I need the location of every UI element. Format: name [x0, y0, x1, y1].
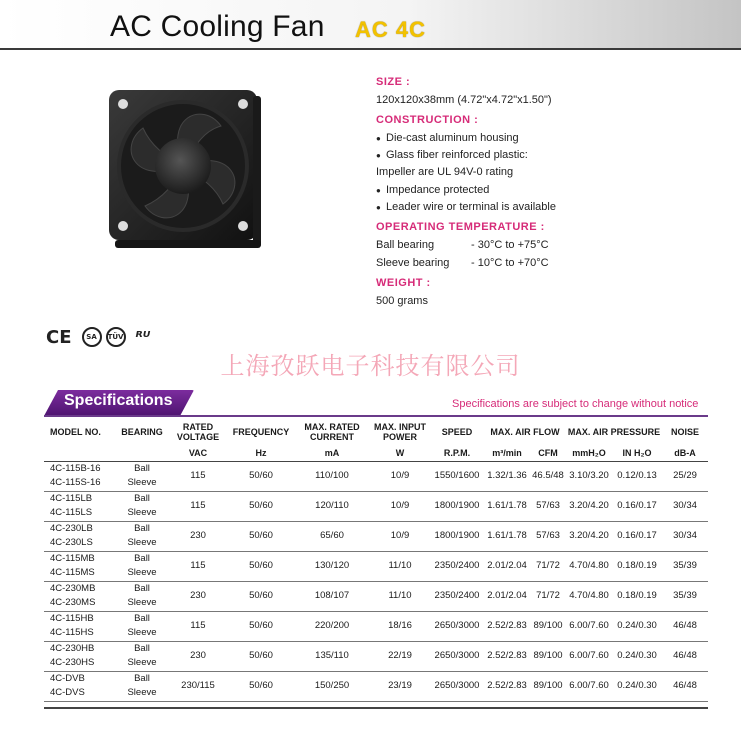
bearing-type: Ball [134, 583, 150, 594]
cell-power: 23/19 [388, 680, 412, 691]
unit-pressure-in: IN H₂O [612, 446, 662, 461]
model-number: 4C-115MS [50, 567, 95, 578]
col-frequency: FREQUENCY [232, 427, 290, 437]
cell-voltage: 115 [190, 470, 206, 481]
cell-voltage: 230 [190, 590, 206, 601]
unit-pressure-mm: mmH₂O [566, 446, 612, 461]
cell-voltage: 230/115 [181, 680, 215, 691]
cell-power: 22/19 [388, 650, 412, 661]
bearing-type: Sleeve [127, 507, 157, 518]
col-voltage: RATED VOLTAGE [176, 422, 220, 442]
unit-noise: dB-A [662, 446, 708, 461]
bearing-cell [116, 671, 168, 701]
cell-speed: 2650/3000 [434, 620, 480, 631]
table-row [44, 611, 708, 641]
cell-m3: 1.61/1.78 [487, 500, 527, 511]
bearing-type: Sleeve [127, 597, 157, 608]
cell-m3: 1.61/1.78 [487, 530, 527, 541]
construction-item: Impeller are UL 94V-0 rating [376, 166, 514, 178]
cell-cfm: 57/63 [536, 530, 560, 541]
cell-m3: 2.52/2.83 [487, 620, 527, 631]
model-number: 4C-DVB [50, 673, 85, 684]
temperature-heading: OPERATING TEMPERATURE : [376, 221, 545, 233]
cell-frequency: 50/60 [249, 470, 273, 481]
bearing-type: Sleeve [127, 537, 157, 548]
ce-mark-icon: CE [46, 326, 72, 348]
model-number: 4C-115HS [50, 627, 94, 638]
table-row [44, 641, 708, 671]
cell-frequency: 50/60 [249, 560, 273, 571]
cell-voltage: 115 [190, 500, 206, 511]
cell-cfm: 46.5/48 [532, 470, 564, 481]
cell-in: 0.24/0.30 [617, 680, 657, 691]
cell-cfm: 71/72 [536, 590, 560, 601]
cell-current: 135/110 [315, 650, 349, 661]
cell-frequency: 50/60 [249, 530, 273, 541]
col-power: MAX. INPUT POWER [373, 422, 426, 442]
col-speed: SPEED [441, 427, 473, 437]
cell-power: 10/9 [390, 500, 410, 511]
cell-in: 0.16/0.17 [617, 530, 657, 541]
bearing-type: Sleeve [127, 627, 157, 638]
page-title: AC Cooling Fan [110, 10, 325, 43]
cell-speed: 2350/2400 [434, 560, 480, 571]
model-number: 4C-230MB [50, 583, 96, 594]
table-row [44, 521, 708, 551]
cell-mm: 6.00/7.60 [569, 650, 609, 661]
cell-cfm: 57/63 [536, 500, 560, 511]
construction-item: ● Leader wire or terminal is available [376, 201, 716, 213]
model-cell [44, 491, 116, 521]
cell-mm: 3.20/4.20 [569, 530, 609, 541]
size-value: 120x120x38mm (4.72"x4.72"x1.50") [376, 94, 552, 106]
temperature-row [376, 239, 716, 251]
col-bearing: BEARING [121, 427, 163, 437]
unit-model-empty [44, 446, 116, 461]
cell-current: 120/110 [315, 500, 349, 511]
temperature-value: - 30°C to +75°C [471, 239, 549, 251]
unit-speed: R.P.M. [430, 446, 484, 461]
col-pressure: MAX. AIR PRESSURE [567, 427, 661, 437]
cell-m3: 2.52/2.83 [487, 680, 527, 691]
temperature-label: Ball bearing [376, 239, 435, 251]
table-bottom-rule [44, 707, 708, 709]
cell-in: 0.16/0.17 [617, 500, 657, 511]
table-row [44, 461, 708, 491]
cell-noise: 30/34 [673, 530, 697, 541]
bearing-type: Ball [134, 613, 150, 624]
cell-current: 220/200 [314, 620, 350, 631]
spec-notice: Specifications are subject to change without notice [452, 398, 699, 410]
model-cell [44, 551, 116, 581]
cell-current: 150/250 [314, 680, 350, 691]
bearing-type: Sleeve [127, 657, 157, 668]
cell-frequency: 50/60 [249, 590, 273, 601]
col-noise: NOISE [670, 427, 699, 437]
model-number: 4C-230HS [50, 657, 95, 668]
cell-frequency: 50/60 [249, 680, 273, 691]
cell-in: 0.24/0.30 [617, 650, 657, 661]
cell-current: 130/120 [314, 560, 350, 571]
bearing-type: Ball [134, 523, 150, 534]
bearing-cell [116, 551, 168, 581]
unit-power: W [370, 446, 430, 461]
model-cell [44, 581, 116, 611]
model-number: 4C-115MB [50, 553, 95, 564]
cell-speed: 2350/2400 [434, 590, 480, 601]
cell-mm: 3.20/4.20 [569, 500, 609, 511]
cell-in: 0.18/0.19 [617, 560, 657, 571]
cell-power: 10/9 [390, 530, 410, 541]
cell-noise: 46/48 [673, 680, 697, 691]
cell-voltage: 115 [190, 620, 206, 631]
csa-mark-icon: SA [82, 327, 102, 347]
table-units-row [44, 446, 708, 461]
cell-current: 110/100 [315, 470, 349, 481]
temperature-label: Sleeve bearing [376, 257, 450, 269]
bearing-type: Ball [134, 493, 150, 504]
tuv-mark-icon: TÜV [106, 327, 126, 347]
table-header-row [44, 418, 708, 446]
construction-item: ● Glass fiber reinforced plastic: [376, 149, 716, 161]
cell-voltage: 230 [190, 530, 206, 541]
company-name: 上海孜跃电子科技有限公司 [220, 352, 521, 380]
cell-voltage: 230 [190, 650, 206, 661]
col-current: MAX. RATED CURRENT [304, 422, 360, 442]
bearing-cell [116, 641, 168, 671]
cell-noise: 46/48 [673, 650, 697, 661]
cell-noise: 25/29 [673, 470, 697, 481]
model-number: 4C-DVS [50, 687, 85, 698]
bearing-type: Sleeve [127, 687, 157, 698]
cell-frequency: 50/60 [249, 500, 273, 511]
model-number: 4C-115LB [50, 493, 93, 504]
temperature-row [376, 257, 716, 269]
col-airflow: MAX. AIR FLOW [490, 427, 560, 437]
bearing-cell [116, 611, 168, 641]
model-cell [44, 611, 116, 641]
cell-speed: 1800/1900 [434, 530, 480, 541]
model-series: AC 4C [355, 17, 427, 42]
cell-cfm: 89/100 [533, 650, 563, 661]
weight-value: 500 grams [376, 295, 428, 307]
table-row [44, 581, 708, 611]
cell-power: 18/16 [388, 620, 412, 631]
construction-item: ● Impedance protected [376, 184, 716, 196]
bearing-cell [116, 581, 168, 611]
cell-current: 65/60 [320, 530, 344, 541]
unit-airflow-cfm: CFM [530, 446, 566, 461]
model-number: 4C-115B-16 [50, 463, 101, 474]
bearing-type: Ball [134, 673, 150, 684]
cell-mm: 4.70/4.80 [569, 590, 609, 601]
unit-airflow-m3: m³/min [484, 446, 530, 461]
bearing-type: Ball [134, 553, 150, 564]
unit-frequency: Hz [228, 446, 294, 461]
cell-speed: 1800/1900 [434, 500, 480, 511]
cell-speed: 2650/3000 [434, 680, 480, 691]
cell-m3: 2.52/2.83 [487, 650, 527, 661]
unit-bearing-empty [116, 446, 168, 461]
construction-item: ● Die-cast aluminum housing [376, 132, 716, 144]
cell-in: 0.12/0.13 [617, 470, 657, 481]
bearing-type: Ball [134, 643, 150, 654]
cell-m3: 2.01/2.04 [487, 590, 527, 601]
spec-summary [376, 76, 716, 315]
cell-noise: 35/39 [673, 590, 697, 601]
bearing-type: Sleeve [127, 477, 157, 488]
cell-in: 0.24/0.30 [617, 620, 657, 631]
cell-m3: 2.01/2.04 [487, 560, 527, 571]
model-cell [44, 641, 116, 671]
unit-current: mA [294, 446, 370, 461]
bearing-cell [116, 461, 168, 491]
cell-power: 10/9 [390, 470, 410, 481]
model-number: 4C-115LS [50, 507, 93, 518]
cell-m3: 1.32/1.36 [487, 470, 527, 481]
model-cell [44, 521, 116, 551]
model-number: 4C-230MS [50, 597, 96, 608]
model-number: 4C-230LS [50, 537, 93, 548]
cell-noise: 46/48 [673, 620, 697, 631]
cell-mm: 4.70/4.80 [569, 560, 609, 571]
bearing-type: Sleeve [127, 567, 157, 578]
model-cell [44, 461, 116, 491]
cell-noise: 30/34 [673, 500, 697, 511]
table-row [44, 551, 708, 581]
model-number: 4C-230LB [50, 523, 93, 534]
weight-heading: WEIGHT : [376, 277, 431, 289]
cell-voltage: 115 [190, 560, 206, 571]
cell-frequency: 50/60 [249, 650, 273, 661]
table-row [44, 491, 708, 521]
bearing-cell [116, 521, 168, 551]
construction-heading: CONSTRUCTION : [376, 114, 479, 126]
cell-noise: 35/39 [673, 560, 697, 571]
table-row [44, 671, 708, 701]
cell-frequency: 50/60 [249, 620, 273, 631]
size-heading: SIZE : [376, 76, 411, 88]
cell-speed: 2650/3000 [434, 650, 480, 661]
unit-voltage: VAC [168, 446, 228, 461]
cell-in: 0.18/0.19 [617, 590, 657, 601]
cell-cfm: 89/100 [533, 620, 563, 631]
model-cell [44, 671, 116, 701]
table-top-rule [44, 415, 708, 417]
cell-power: 11/10 [388, 590, 412, 601]
fan-photo [103, 86, 263, 251]
specifications-tab: Specifications [64, 392, 173, 409]
temperature-value: - 10°C to +70°C [471, 257, 549, 269]
cell-cfm: 89/100 [533, 680, 563, 691]
cell-speed: 1550/1600 [434, 470, 480, 481]
cell-power: 11/10 [388, 560, 412, 571]
model-number: 4C-230HB [50, 643, 95, 654]
spec-table [44, 418, 708, 702]
cell-cfm: 71/72 [536, 560, 560, 571]
model-number: 4C-115S-16 [50, 477, 101, 488]
col-model: MODEL NO. [50, 427, 101, 437]
cell-current: 108/107 [314, 590, 350, 601]
header-banner [0, 0, 741, 50]
ul-mark-icon: ᴿᵁ [135, 328, 151, 346]
cell-mm: 6.00/7.60 [569, 680, 609, 691]
bearing-type: Ball [134, 463, 150, 474]
cell-mm: 3.10/3.20 [569, 470, 609, 481]
cell-mm: 6.00/7.60 [569, 620, 609, 631]
bearing-cell [116, 491, 168, 521]
model-number: 4C-115HB [50, 613, 94, 624]
